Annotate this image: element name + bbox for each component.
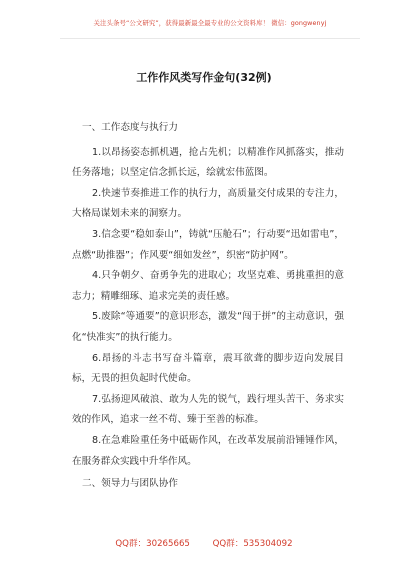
paragraph: 3.信念要“稳如泰山”，铸就“压舱石”；行动要“迅如雷电”，点燃“助推器”；作风要“细如发丝”，织密“防护网”。 (72, 228, 344, 261)
header-banner: 关注头条号“公文研究”，获得最新最全最专业的公文资料库！ 微信：gongwenyj (93, 19, 327, 27)
footer-qq-group-2: QQ群：535304092 (212, 539, 293, 549)
section-heading: 二、领导力与团队协作 (82, 478, 178, 490)
paragraph: 7.弘扬迎风破浪、敢为人先的锐气，践行埋头苦干、务求实效的作风，追求一丝不苟、臻于至善的标准。 (72, 393, 344, 426)
paragraph: 4.只争朝夕、奋勇争先的进取心；攻坚克难、勇挑重担的意志力；精雕细琢、追求完美的责任感。 (72, 270, 344, 302)
header-divider (60, 38, 360, 39)
paragraph: 1.以昂扬姿态抓机遇，抢占先机；以精准作风抓落实，推动任务落地；以坚定信念抓长远，绘就宏伟蓝图。 (72, 146, 344, 179)
section-heading: 一、工作态度与执行力 (82, 122, 178, 133)
paragraph: 8.在急难险重任务中砥砺作风，在改革发展前沿锤锤作风，在服务群众实践中升华作风。 (72, 434, 344, 467)
footer-contacts (0, 537, 408, 549)
document-body (72, 118, 344, 499)
paragraph: 5.废除“等通要”的意识形态，激发“闯于拼”的主动意识，强化“快准实”的执行能力。 (72, 311, 344, 343)
document-title: 工作作风类写作金句(32例) (136, 71, 272, 84)
footer-qq-group-1: QQ群：30265665 (115, 539, 190, 549)
paragraph: 2.快速节奏推进工作的执行力，高质量交付成果的专注力，大格局谋划未来的洞察力。 (72, 187, 344, 220)
paragraph: 6.昂扬的斗志书写奋斗篇章，震耳欲聋的脚步迈向发展目标，无畏的担负起时代使命。 (72, 352, 344, 385)
